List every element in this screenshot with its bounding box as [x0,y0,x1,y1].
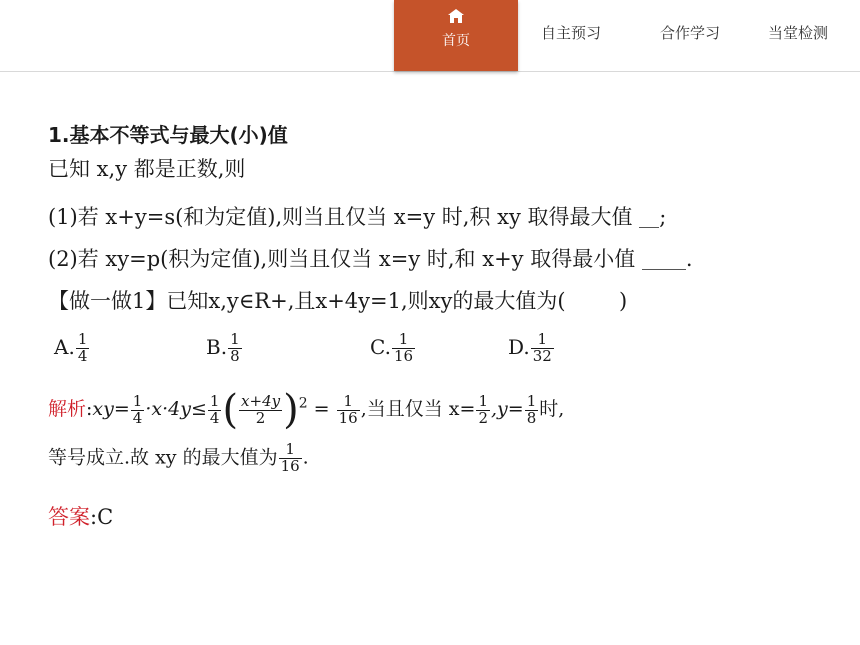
section-intro: 已知 x,y 都是正数,则 [48,157,246,181]
answer-label: 答案 [48,505,90,529]
option-a[interactable]: A. $\frac{1}{4}$ [54,330,88,365]
section-title: 1.基本不等式与最大(小)值 [48,123,288,147]
option-d-fraction: $\frac{1}{32}$ [532,330,552,365]
solution-fraction-1: $\frac{1}{4}$ [132,391,143,427]
nav-home-label: 首页 [442,33,470,49]
solution-fraction-3: $\frac{x+4y}{2}$ [241,391,281,427]
theorem-item-2: (2)若 xy=p(积为定值),则当且仅当 x=y 时,和 x+y 取得最小值 . [48,247,693,271]
solution-fraction-7: $\frac{1}{16}$ [280,440,300,475]
option-b-fraction: $\frac{1}{8}$ [230,330,240,365]
header-divider [0,71,860,72]
solution-label: 解析 [48,398,87,420]
option-d[interactable]: D. $\frac{1}{32}$ [508,330,552,365]
answer-line: 答案:C [48,505,114,529]
theorem-item-1: (1)若 x+y=s(和为定值),则当且仅当 x=y 时,积 xy 取得最大值 ; [48,205,667,229]
nav-item-cooperative[interactable]: 合作学习 [660,24,721,42]
nav-item-check[interactable]: 当堂检测 [768,24,829,42]
answer-blank-2 [642,251,686,270]
solution-fraction-2: $\frac{1}{4}$ [209,391,220,427]
nav-home-button[interactable] [394,0,518,71]
home-icon [448,9,464,23]
solution-line-2: 等号成立.故 xy 的最大值为 $\frac{1}{16}$ . [48,440,309,475]
option-c-fraction: $\frac{1}{16}$ [393,330,414,365]
option-b[interactable]: B. $\frac{1}{8}$ [206,330,240,365]
solution-fraction-5: $\frac{1}{2}$ [478,391,488,427]
answer-blank-1 [639,209,659,228]
solution-fraction-4: $\frac{1}{16}$ [338,391,358,427]
answer-value: C [97,505,114,529]
solution-fraction-6: $\frac{1}{8}$ [526,391,537,427]
nav-item-preview[interactable]: 自主预习 [541,24,602,42]
exercise-prompt: 【做一做1】已知x,y∈R+,且x+4y=1,则xy的最大值为( ) [48,289,628,313]
option-c[interactable]: C. $\frac{1}{16}$ [370,330,414,365]
solution-line-1: 解析:xy= $\frac{1}{4}$ ·x·4y≤ $\frac{1}{4}$ ( $\frac{x+4y}{2}$ )$^2$ = $\frac{1}{16}$ ,当且仅当 x= $\frac{1}{2}$ ,y= $\frac{1}{8}$ 时, [48,387,565,433]
option-a-fraction: $\frac{1}{4}$ [77,330,88,365]
